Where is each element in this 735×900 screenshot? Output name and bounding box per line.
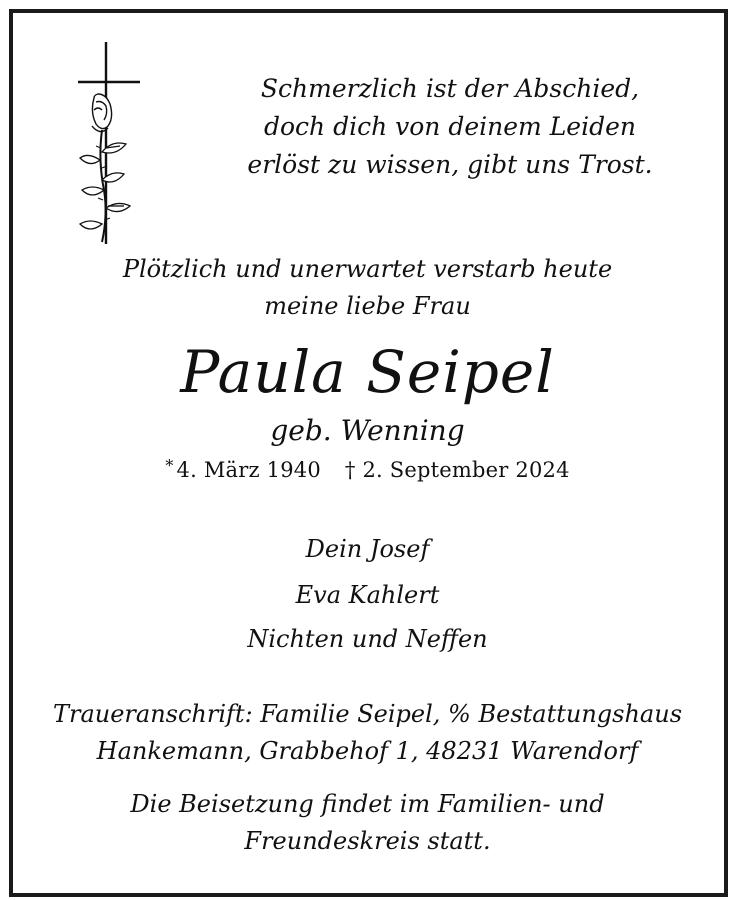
intro-line-2: meine liebe Frau bbox=[264, 292, 471, 320]
life-dates bbox=[0, 456, 735, 482]
mourner-3: Nichten und Neffen bbox=[247, 625, 488, 653]
mourner-2: Eva Kahlert bbox=[295, 581, 440, 609]
birth-name: geb. Wenning bbox=[270, 414, 465, 447]
birth-date: 4. März 1940 bbox=[176, 458, 321, 482]
intro-line-1: Plötzlich und unerwartet verstarb heute bbox=[122, 255, 613, 283]
mourner-1: Dein Josef bbox=[305, 535, 430, 563]
address-line-2: Hankemann, Grabbehof 1, 48231 Warendorf bbox=[96, 737, 639, 765]
death-symbol: † bbox=[344, 458, 356, 482]
birth-symbol: * bbox=[165, 456, 174, 475]
info-line-1: Die Beisetzung findet im Familien- und bbox=[130, 790, 605, 818]
motto-line-1: Schmerzlich ist der Abschied, bbox=[260, 74, 640, 103]
motto-line-2: doch dich von deinem Leiden bbox=[263, 112, 636, 141]
address-line-1: Traueranschrift: Familie Seipel, % Bestattungshaus bbox=[52, 700, 683, 728]
motto-line-3: erlöst zu wissen, gibt uns Trost. bbox=[247, 150, 653, 179]
motto-verse bbox=[210, 70, 690, 184]
death-date: 2. September 2024 bbox=[362, 458, 570, 482]
cross-rose-icon bbox=[72, 40, 152, 250]
info-line-2: Freundeskreis statt. bbox=[244, 827, 491, 855]
deceased-name: Paula Seipel bbox=[180, 338, 555, 406]
